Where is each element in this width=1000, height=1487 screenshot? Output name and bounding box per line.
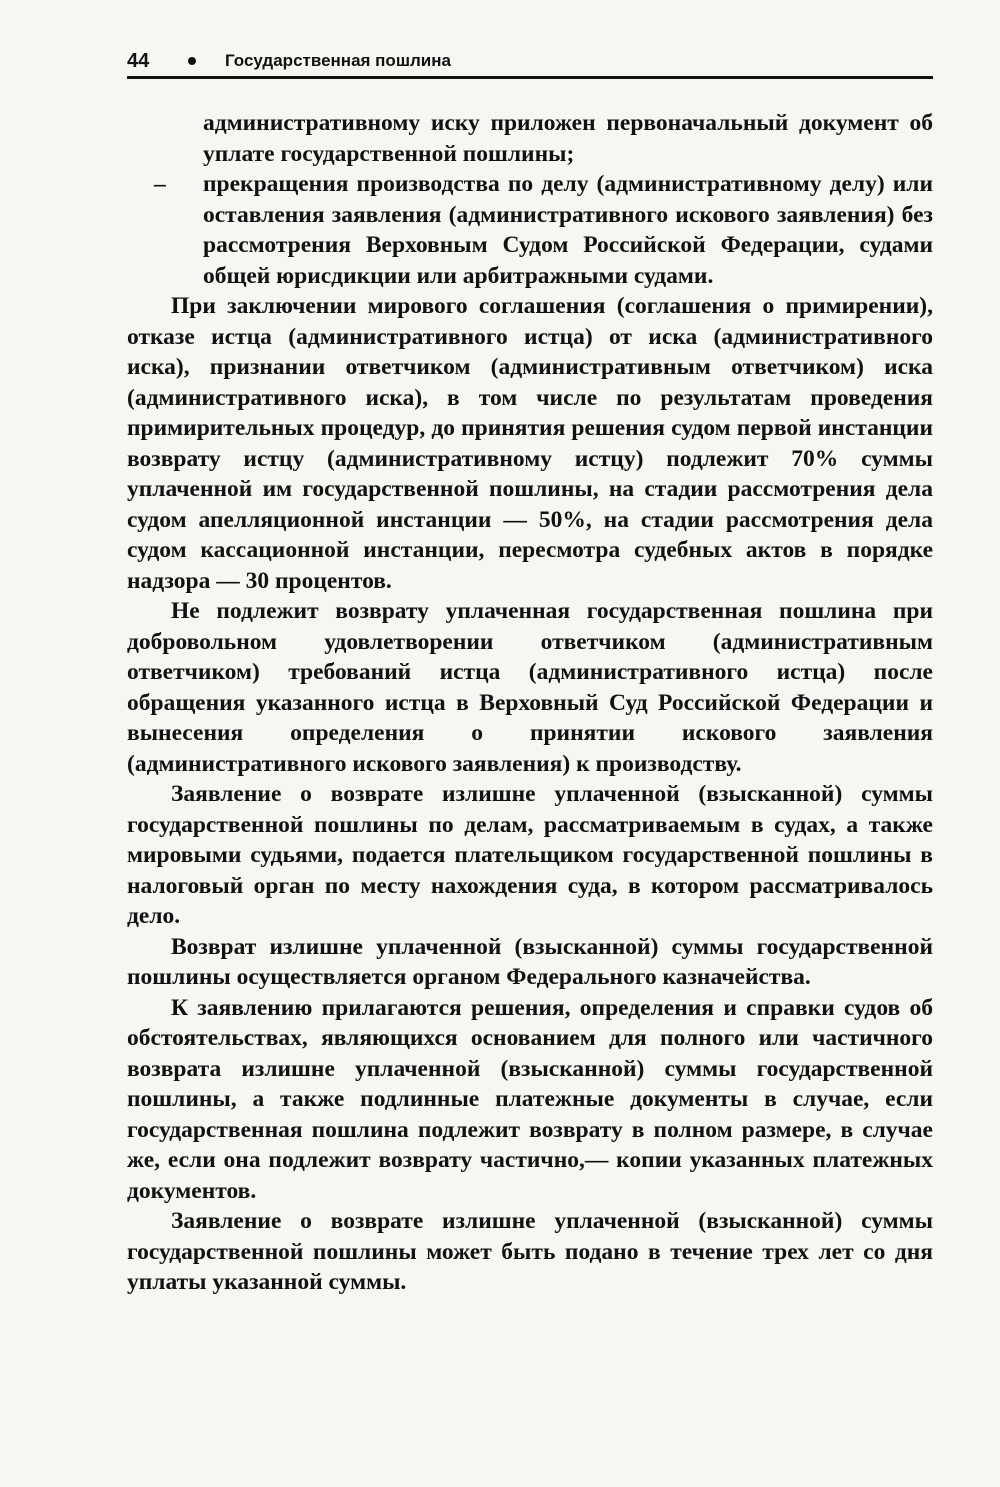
paragraph: Возврат излишне уплаченной (взысканной) суммы государственной пошлины осуществляется органом Федерального казначейства.	[127, 933, 933, 990]
page-number: 44	[127, 50, 150, 72]
paragraph: Не подлежит возврату уплаченная государственная пошлина при добровольном удовлетворении ответчиком (административным ответчиком) требований истца (административного истца) после обращения указанного истца в Верховный Суд Российской Федерации и вынесения определения о принятии искового заявления (административного искового заявления) к производству.	[127, 598, 933, 777]
paragraph: При заключении мирового соглашения (соглашения о примирении), отказе истца (административного истца) от иска (административного иска), признании ответчиком (административным ответчиком) иска (административного иска), в том числе по результатам проведения примирительных процедур, до принятия решения судом первой инстанции возврату истцу (административному истцу) подлежит 70% суммы уплаченной им государственной пошлины, на стадии рассмотрения дела судом апелляционной инстанции — 50%, на стадии рассмотрения дела судом кассационной инстанции, пересмотра судебных актов в порядке надзора — 30 процентов.	[127, 293, 933, 594]
page-body	[127, 108, 933, 1298]
paragraph: Заявление о возврате излишне уплаченной (взысканной) суммы государственной пошлины может быть подано в течение трех лет со дня уплаты указанной суммы.	[127, 1208, 933, 1295]
paragraph: Заявление о возврате излишне уплаченной (взысканной) суммы государственной пошлины по делам, рассматриваемым в судах, а также мировыми судьями, подается плательщиком государственной пошлины в налоговый орган по месту нахождения суда, в котором рассматривалось дело.	[127, 781, 933, 929]
paragraph: К заявлению прилагаются решения, определения и справки судов об обстоятельствах, являющихся основанием для полного или частичного возврата излишне уплаченной (взысканной) суммы государственной пошлины, а также подлинные платежные документы в случае, если государственная пошлина подлежит возврату в полном размере, в случае же, если она подлежит возврату частично,— копии указанных платежных документов.	[127, 994, 933, 1204]
page-header	[127, 50, 933, 79]
continuation-text: административному иску приложен первоначальный документ об уплате государственной пошлины;	[203, 110, 933, 167]
dash-list-item	[127, 169, 933, 291]
running-title: Государственная пошлина	[225, 51, 451, 70]
dash-item-text: прекращения производства по делу (административному делу) или оставления заявления (административного искового заявления) без рассмотрения Верховным Судом Российской Федерации, судами общей юрисдикции или арбитражными судами.	[203, 171, 933, 289]
dash-marker: –	[154, 171, 166, 197]
header-bullet-icon	[188, 57, 196, 65]
